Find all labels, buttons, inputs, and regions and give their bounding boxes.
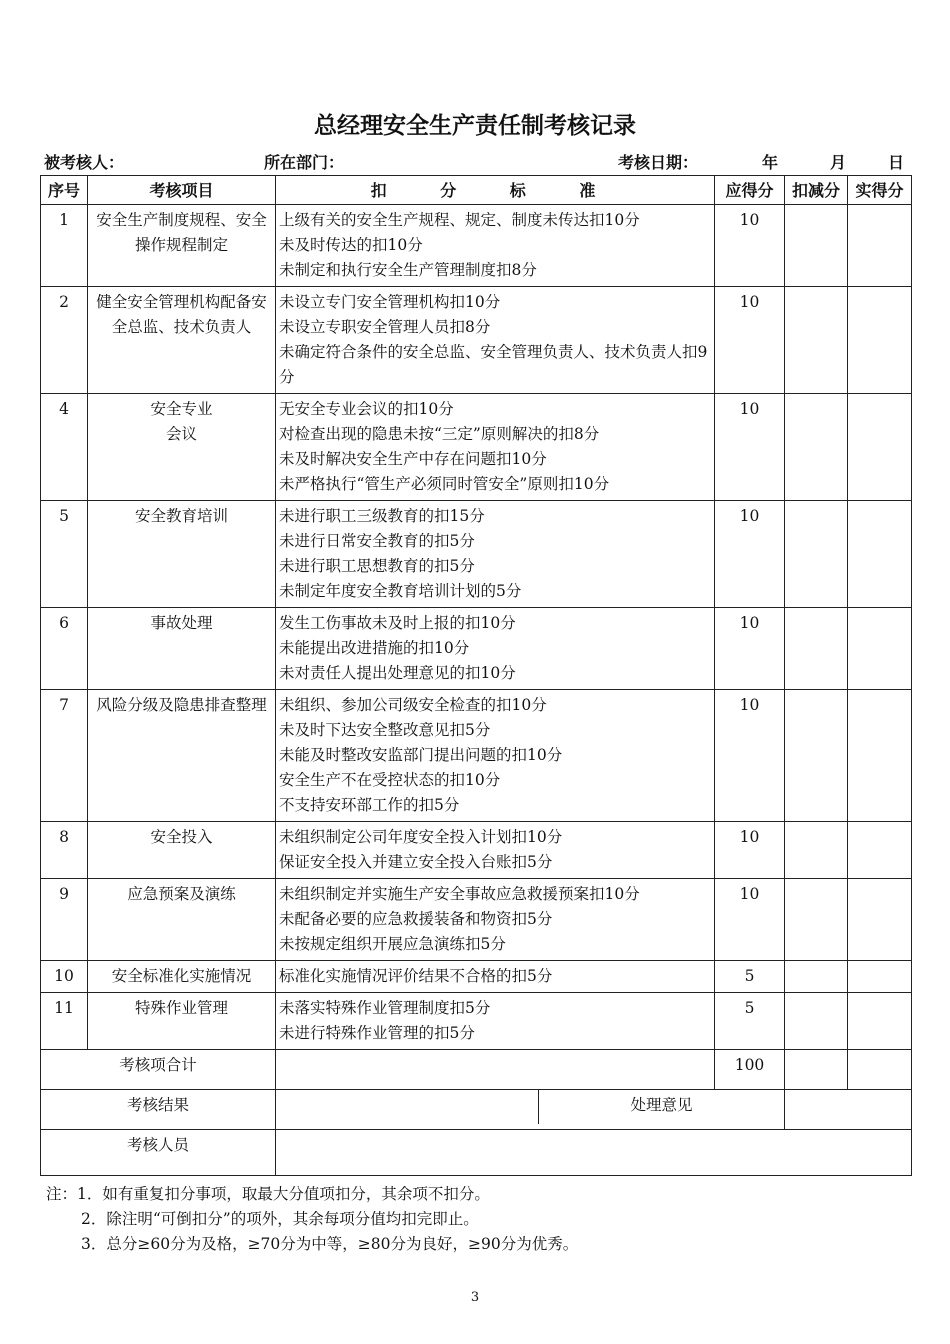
header-deduct: 扣减分: [785, 176, 848, 205]
standard-line: 未能提出改进措施的扣10分: [279, 639, 470, 657]
row-actual-input[interactable]: [848, 394, 912, 501]
standard-line: 发生工伤事故未及时上报的扣10分: [279, 614, 516, 632]
row-item: [88, 501, 276, 608]
row-standard: [276, 879, 715, 961]
row-standard: [276, 822, 715, 879]
row-standard: [276, 205, 715, 287]
row-max: 5: [715, 961, 785, 993]
table-body: [41, 205, 912, 1176]
row-max: 10: [715, 205, 785, 287]
standard-line: 未进行日常安全教育的扣5分: [279, 532, 475, 550]
row-deduct-input[interactable]: [785, 961, 848, 993]
row-actual-input[interactable]: [848, 287, 912, 394]
item-line: 风险分级及隐患排查整理: [96, 696, 267, 714]
row-item: [88, 394, 276, 501]
item-line: 应急预案及演练: [127, 885, 236, 903]
assessor-value-input[interactable]: [276, 1130, 912, 1176]
notes: [46, 1182, 578, 1257]
item-line: 安全教育培训: [134, 507, 228, 525]
date-month: 月: [830, 153, 847, 172]
item-line: 健全安全管理机构配备安全总监、技术负责人: [96, 293, 267, 336]
standard-line: 未配备必要的应急救援装备和物资扣5分: [279, 910, 553, 928]
row-actual-input[interactable]: [848, 993, 912, 1050]
result-opinion-cell: [276, 1090, 785, 1130]
row-no: 6: [41, 608, 88, 690]
item-line: 安全生产制度规程、安全操作规程制定: [96, 211, 267, 254]
item-line: 特殊作业管理: [134, 999, 228, 1017]
row-no: 2: [41, 287, 88, 394]
standard-line: 无安全专业会议的扣10分: [279, 400, 454, 418]
note-line: 3．总分≥60分为及格，≥70分为中等，≥80分为良好，≥90分为优秀。: [81, 1235, 579, 1253]
row-deduct-input[interactable]: [785, 287, 848, 394]
row-no: 8: [41, 822, 88, 879]
standard-line: 保证安全投入并建立安全投入台账扣5分: [279, 853, 553, 871]
standard-line: 对检查出现的隐患未按“三定”原则解决的扣8分: [279, 425, 600, 443]
header-standard: [276, 176, 715, 205]
standard-line: 未及时解决安全生产中存在问题扣10分: [279, 450, 547, 468]
assessor-row: [41, 1130, 912, 1176]
table-row: [41, 822, 912, 879]
row-no: 10: [41, 961, 88, 993]
item-line: 事故处理: [150, 614, 213, 632]
table-row: [41, 501, 912, 608]
date-label: 考核日期：: [618, 153, 699, 172]
table-header-row: [41, 176, 912, 205]
row-standard: [276, 961, 715, 993]
item-line: 安全投入: [150, 828, 213, 846]
result-row: [41, 1090, 912, 1130]
row-no: 5: [41, 501, 88, 608]
standard-line: 未设立专职安全管理人员扣8分: [279, 318, 491, 336]
row-actual-input[interactable]: [848, 961, 912, 993]
row-no: 1: [41, 205, 88, 287]
table-row: [41, 690, 912, 822]
row-no: 4: [41, 394, 88, 501]
row-max: 10: [715, 501, 785, 608]
table-row: [41, 394, 912, 501]
standard-line: 未能及时整改安监部门提出问题的扣10分: [279, 746, 563, 764]
standard-line: 未按规定组织开展应急演练扣5分: [279, 935, 506, 953]
row-item: [88, 205, 276, 287]
page-number: 3: [470, 1290, 480, 1305]
total-actual-input[interactable]: [848, 1050, 912, 1090]
item-line: 会议: [165, 425, 197, 443]
row-standard: [276, 394, 715, 501]
page-title: 总经理安全生产责任制考核记录: [314, 113, 636, 139]
standard-line: 未及时下达安全整改意见扣5分: [279, 721, 491, 739]
row-max: 10: [715, 608, 785, 690]
row-actual-input[interactable]: [848, 690, 912, 822]
standard-line: 未组织制定并实施生产安全事故应急救援预案扣10分: [279, 885, 640, 903]
header-no: 序号: [41, 176, 88, 205]
assessor-label: 考核人员: [41, 1130, 276, 1176]
standard-line: 未严格执行“管生产必须同时管安全”原则扣10分: [279, 475, 610, 493]
result-value-input[interactable]: [276, 1090, 539, 1124]
standard-line: 未进行特殊作业管理的扣5分: [279, 1024, 475, 1042]
table-row: [41, 879, 912, 961]
row-standard: [276, 287, 715, 394]
row-actual-input[interactable]: [848, 205, 912, 287]
standard-line: 安全生产不在受控状态的扣10分: [279, 771, 501, 789]
header-actual: 实得分: [848, 176, 912, 205]
result-label: 考核结果: [41, 1090, 276, 1130]
row-item: [88, 287, 276, 394]
row-deduct-input[interactable]: [785, 690, 848, 822]
table-row: [41, 205, 912, 287]
row-no: 7: [41, 690, 88, 822]
table-row: [41, 608, 912, 690]
row-max: 10: [715, 287, 785, 394]
row-actual-input[interactable]: [848, 879, 912, 961]
row-standard: [276, 501, 715, 608]
total-deduct-input[interactable]: [785, 1050, 848, 1090]
item-line: 安全标准化实施情况: [111, 967, 252, 985]
row-deduct-input[interactable]: [785, 822, 848, 879]
row-item: [88, 690, 276, 822]
header-max: 应得分: [715, 176, 785, 205]
department-label: 所在部门：: [264, 153, 345, 172]
row-item: [88, 608, 276, 690]
total-row: [41, 1050, 912, 1090]
standard-line: 标准化实施情况评价结果不合格的扣5分: [279, 967, 553, 985]
row-max: 5: [715, 993, 785, 1050]
standard-line: 未落实特殊作业管理制度扣5分: [279, 999, 491, 1017]
result-inner-table: [276, 1090, 784, 1124]
item-line: 安全专业: [150, 400, 213, 418]
standard-line: 未进行职工思想教育的扣5分: [279, 557, 475, 575]
row-deduct-input[interactable]: [785, 993, 848, 1050]
row-deduct-input[interactable]: [785, 608, 848, 690]
row-deduct-input[interactable]: [785, 501, 848, 608]
note-line: 2．除注明“可倒扣分”的项外，其余每项分值均扣完即止。: [81, 1210, 479, 1228]
row-item: [88, 879, 276, 961]
row-item: [88, 822, 276, 879]
row-standard: [276, 690, 715, 822]
header-item: 考核项目: [88, 176, 276, 205]
row-max: 10: [715, 394, 785, 501]
standard-line: 未及时传达的扣10分: [279, 236, 423, 254]
standard-line: 不支持安环部工作的扣5分: [279, 796, 460, 814]
total-label: 考核项合计: [41, 1050, 276, 1090]
row-deduct-input[interactable]: [785, 205, 848, 287]
row-item: [88, 961, 276, 993]
standard-line: 未制定年度安全教育培训计划的5分: [279, 582, 522, 600]
row-max: 10: [715, 822, 785, 879]
assessment-table: [40, 175, 912, 1176]
standard-line: 未设立专门安全管理机构扣10分: [279, 293, 501, 311]
opinion-label: 处理意见: [630, 1096, 693, 1114]
row-no: 11: [41, 993, 88, 1050]
row-deduct-input[interactable]: [785, 879, 848, 961]
total-standard-blank: [276, 1050, 715, 1090]
standard-line: 未组织、参加公司级安全检查的扣10分: [279, 696, 547, 714]
row-max: 10: [715, 879, 785, 961]
table-row: [41, 961, 912, 993]
header-standard-text: 扣 分 标 准: [370, 180, 620, 200]
row-deduct-input[interactable]: [785, 394, 848, 501]
row-actual-input[interactable]: [848, 822, 912, 879]
standard-line: 未进行职工三级教育的扣15分: [279, 507, 485, 525]
row-standard: [276, 608, 715, 690]
row-actual-input[interactable]: [848, 608, 912, 690]
standard-line: 未组织制定公司年度安全投入计划扣10分: [279, 828, 563, 846]
row-item: [88, 993, 276, 1050]
standard-line: 上级有关的安全生产规程、规定、制度未传达扣10分: [279, 211, 640, 229]
examinee-label: 被考核人：: [44, 153, 125, 172]
table-row: [41, 993, 912, 1050]
opinion-value-input[interactable]: [785, 1090, 912, 1130]
date-day: 日: [888, 153, 905, 172]
note-line: 注：1．如有重复扣分事项，取最大分值项扣分，其余项不扣分。: [46, 1185, 490, 1203]
row-max: 10: [715, 690, 785, 822]
table-row: [41, 287, 912, 394]
standard-line: 未制定和执行安全生产管理制度扣8分: [279, 261, 537, 279]
standard-line: 未对责任人提出处理意见的扣10分: [279, 664, 516, 682]
date-year: 年: [762, 153, 779, 172]
total-max: 100: [715, 1050, 785, 1090]
row-actual-input[interactable]: [848, 501, 912, 608]
standard-line: 未确定符合条件的安全总监、安全管理负责人、技术负责人扣9分: [279, 343, 708, 386]
row-no: 9: [41, 879, 88, 961]
row-standard: [276, 993, 715, 1050]
